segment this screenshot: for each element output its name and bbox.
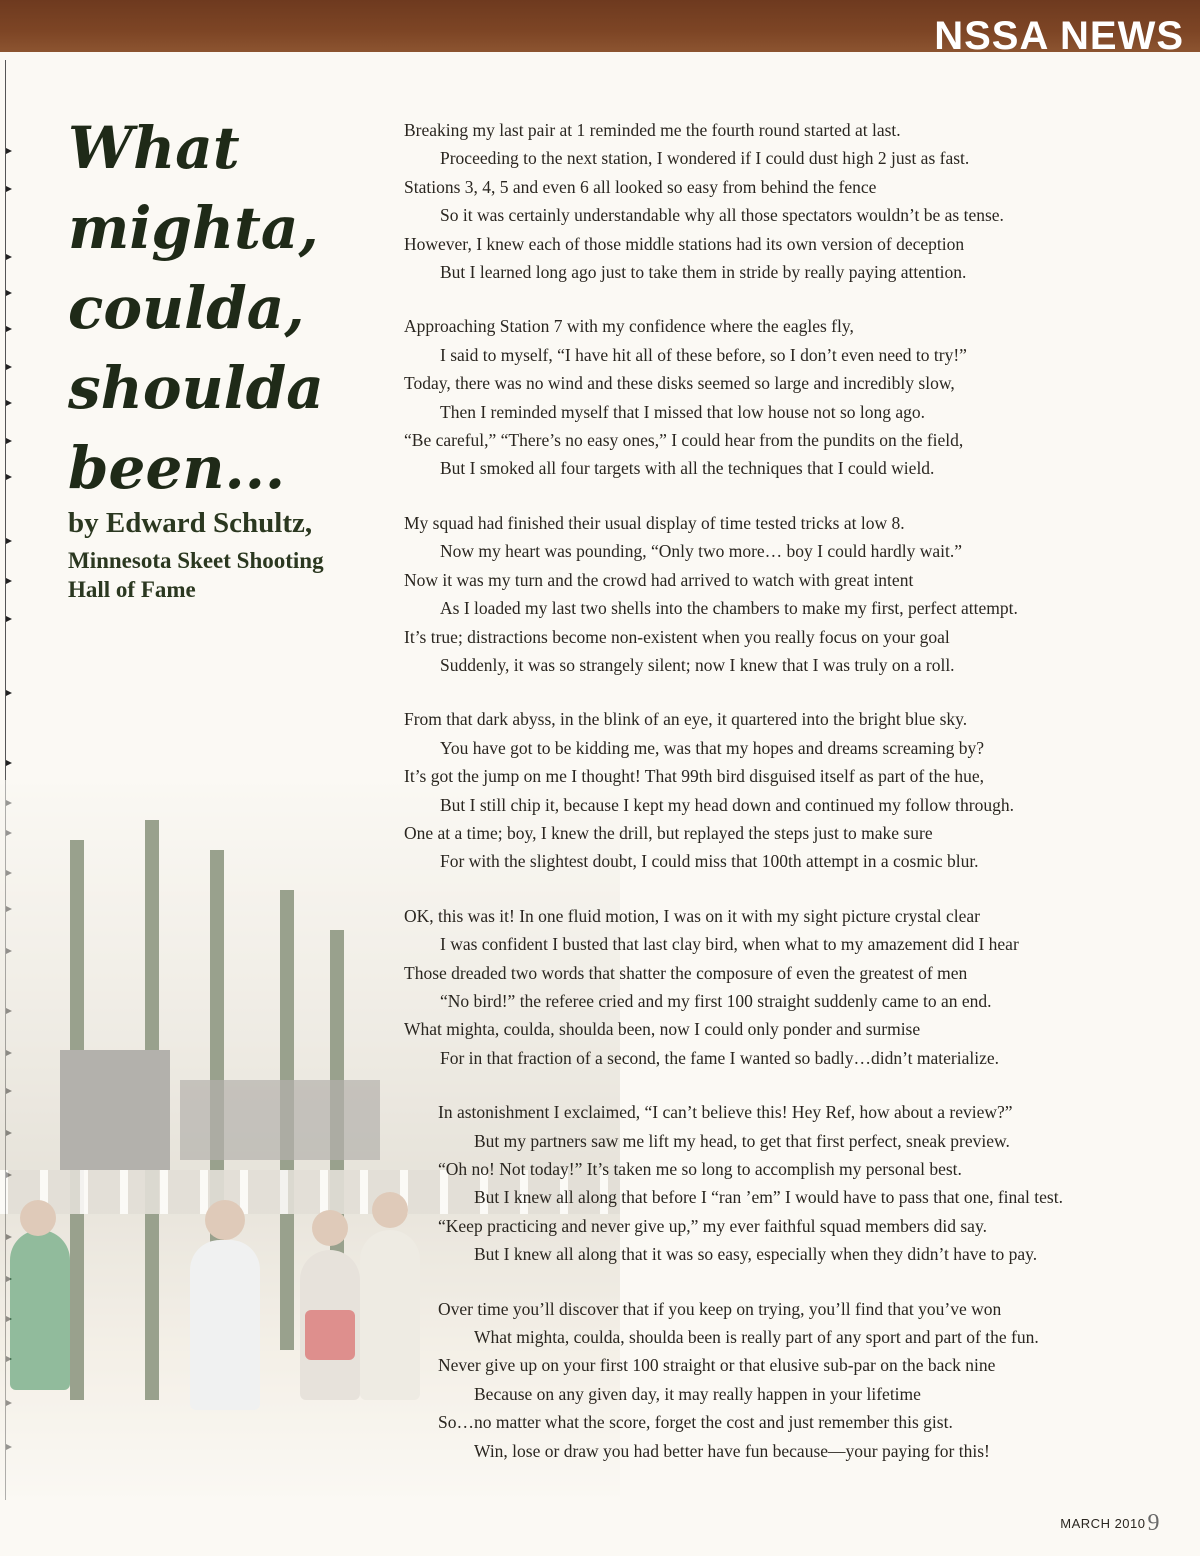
poem-stanza xyxy=(404,902,1184,1072)
poem-line: In astonishment I exclaimed, “I can’t believe this! Hey Ref, how about a review?” xyxy=(438,1102,1013,1123)
poem-line: But I still chip it, because I kept my head down and continued my follow through. xyxy=(440,794,1014,815)
poem-line: What mighta, coulda, shoulda been is really part of any sport and part of the fun. xyxy=(474,1327,1039,1348)
poem-line: You have got to be kidding me, was that my hopes and dreams screaming by? xyxy=(440,737,985,758)
poem-line: But I knew all along that it was so easy, especially when they didn’t have to pay. xyxy=(474,1244,1038,1265)
poem-stanza xyxy=(404,1098,1184,1268)
page-number: 9 xyxy=(1147,1510,1160,1536)
affiliation-line: Minnesota Skeet Shooting xyxy=(68,548,324,573)
poem-line: One at a time; boy, I knew the drill, but replayed the steps just to make sure xyxy=(404,822,933,843)
poem-stanza xyxy=(404,116,1184,286)
page-footer xyxy=(1060,1510,1160,1537)
edge-marker xyxy=(6,474,12,480)
edge-marker xyxy=(6,254,12,260)
poem-line: Approaching Station 7 with my confidence where the eagles fly, xyxy=(404,316,854,337)
poem-line: As I loaded my last two shells into the chambers to make my first, perfect attempt. xyxy=(440,598,1018,619)
title-line: What xyxy=(68,114,240,182)
title-line: coulda, xyxy=(68,274,305,342)
poem-line: Now it was my turn and the crowd had arrived to watch with great intent xyxy=(404,569,914,590)
section-title: NSSA NEWS xyxy=(934,14,1184,58)
poem-line: Those dreaded two words that shatter the composure of even the greatest of men xyxy=(404,962,968,983)
poem-line: For in that fraction of a second, the fame I wanted so badly…didn’t materialize. xyxy=(440,1047,1000,1068)
poem-stanza xyxy=(404,312,1184,482)
poem-line: However, I knew each of those middle stations had its own version of deception xyxy=(404,233,965,254)
poem-line: It’s got the jump on me I thought! That 99th bird disguised itself as part of the hue, xyxy=(404,766,985,787)
edge-marker xyxy=(6,326,12,332)
poem-line: What mighta, coulda, shoulda been, now I could only ponder and surmise xyxy=(404,1019,921,1040)
poem-line: For with the slightest doubt, I could miss that 100th attempt in a cosmic blur. xyxy=(440,851,979,872)
poem-line: So it was certainly understandable why all those spectators wouldn’t be as tense. xyxy=(440,205,1004,226)
poem-line: “Oh no! Not today!” It’s taken me so long to accomplish my personal best. xyxy=(438,1159,962,1179)
edge-marker xyxy=(6,400,12,406)
poem-line: Breaking my last pair at 1 reminded me the fourth round started at last. xyxy=(404,120,901,140)
poem-line: But I learned long ago just to take them in stride by really paying attention. xyxy=(440,262,967,283)
poem-line: Win, lose or draw you had better have fun because—your paying for this! xyxy=(474,1440,990,1461)
edge-marker xyxy=(6,290,12,296)
edge-marker xyxy=(6,364,12,370)
poem-line: OK, this was it! In one fluid motion, I was on it with my sight picture crystal clear xyxy=(404,905,980,926)
edge-marker xyxy=(6,578,12,584)
poem-line: I said to myself, “I have hit all of these before, so I don’t even need to try!” xyxy=(440,344,967,365)
edge-marker xyxy=(6,186,12,192)
poem-line: Over time you’ll discover that if you keep on trying, you’ll find that you’ve won xyxy=(438,1298,1002,1319)
issue-date: MARCH 2010 xyxy=(1060,1516,1146,1531)
poem-stanza xyxy=(404,509,1184,679)
title-line: shoulda xyxy=(68,354,324,422)
edge-marker xyxy=(6,148,12,154)
poem-line: Then I reminded myself that I missed that low house not so long ago. xyxy=(440,401,926,422)
poem-stanza xyxy=(404,705,1184,875)
poem-line: But I knew all along that before I “ran ’em” I would have to pass that one, final test. xyxy=(474,1187,1063,1208)
edge-marker xyxy=(6,760,12,766)
edge-marker xyxy=(6,538,12,544)
poem-line: I was confident I busted that last clay bird, when what to my amazement did I hear xyxy=(440,934,1019,955)
poem-line: Today, there was no wind and these disks seemed so large and incredibly slow, xyxy=(404,373,955,394)
poem-line: Because on any given day, it may really happen in your lifetime xyxy=(474,1383,921,1404)
poem-line: From that dark abyss, in the blink of an eye, it quartered into the bright blue sky. xyxy=(404,709,968,730)
poem-line: “Be careful,” “There’s no easy ones,” I could hear from the pundits on the field, xyxy=(404,430,964,451)
poem-stanza xyxy=(404,1295,1184,1465)
poem-line: Suddenly, it was so strangely silent; now I knew that I was truly on a roll. xyxy=(440,654,955,675)
author-byline: by Edward Schultz, xyxy=(68,507,313,539)
edge-marker xyxy=(6,438,12,444)
edge-marker xyxy=(6,690,12,696)
poem-line: “No bird!” the referee cried and my first 100 straight suddenly came to an end. xyxy=(440,990,992,1011)
poem-line: It’s true; distractions become non-existent when you really focus on your goal xyxy=(404,626,950,647)
poem-line: Proceeding to the next station, I wondered if I could dust high 2 just as fast. xyxy=(440,148,970,169)
poem-line: But my partners saw me lift my head, to get that first perfect, sneak preview. xyxy=(474,1130,1010,1151)
poem-line: Stations 3, 4, 5 and even 6 all looked so easy from behind the fence xyxy=(404,176,877,197)
title-line: been... xyxy=(68,434,286,502)
poem-line: But I smoked all four targets with all the techniques that I could wield. xyxy=(440,458,935,479)
poem-line: “Keep practicing and never give up,” my ever faithful squad members did say. xyxy=(438,1215,987,1236)
title-line: mighta, xyxy=(68,194,319,262)
edge-marker xyxy=(6,616,12,622)
affiliation-line: Hall of Fame xyxy=(68,577,196,602)
poem-line: So…no matter what the score, forget the cost and just remember this gist. xyxy=(438,1412,953,1433)
author-affiliation xyxy=(68,546,388,604)
article-title xyxy=(68,108,368,508)
poem-line: Never give up on your first 100 straight or that elusive sub-par on the back nine xyxy=(438,1355,996,1376)
poem-line: My squad had finished their usual display of time tested tricks at low 8. xyxy=(404,512,905,533)
section-header-bar xyxy=(0,0,1200,58)
poem-line: Now my heart was pounding, “Only two more… boy I could hardly wait.” xyxy=(440,541,962,562)
poem-body xyxy=(404,116,1184,1491)
